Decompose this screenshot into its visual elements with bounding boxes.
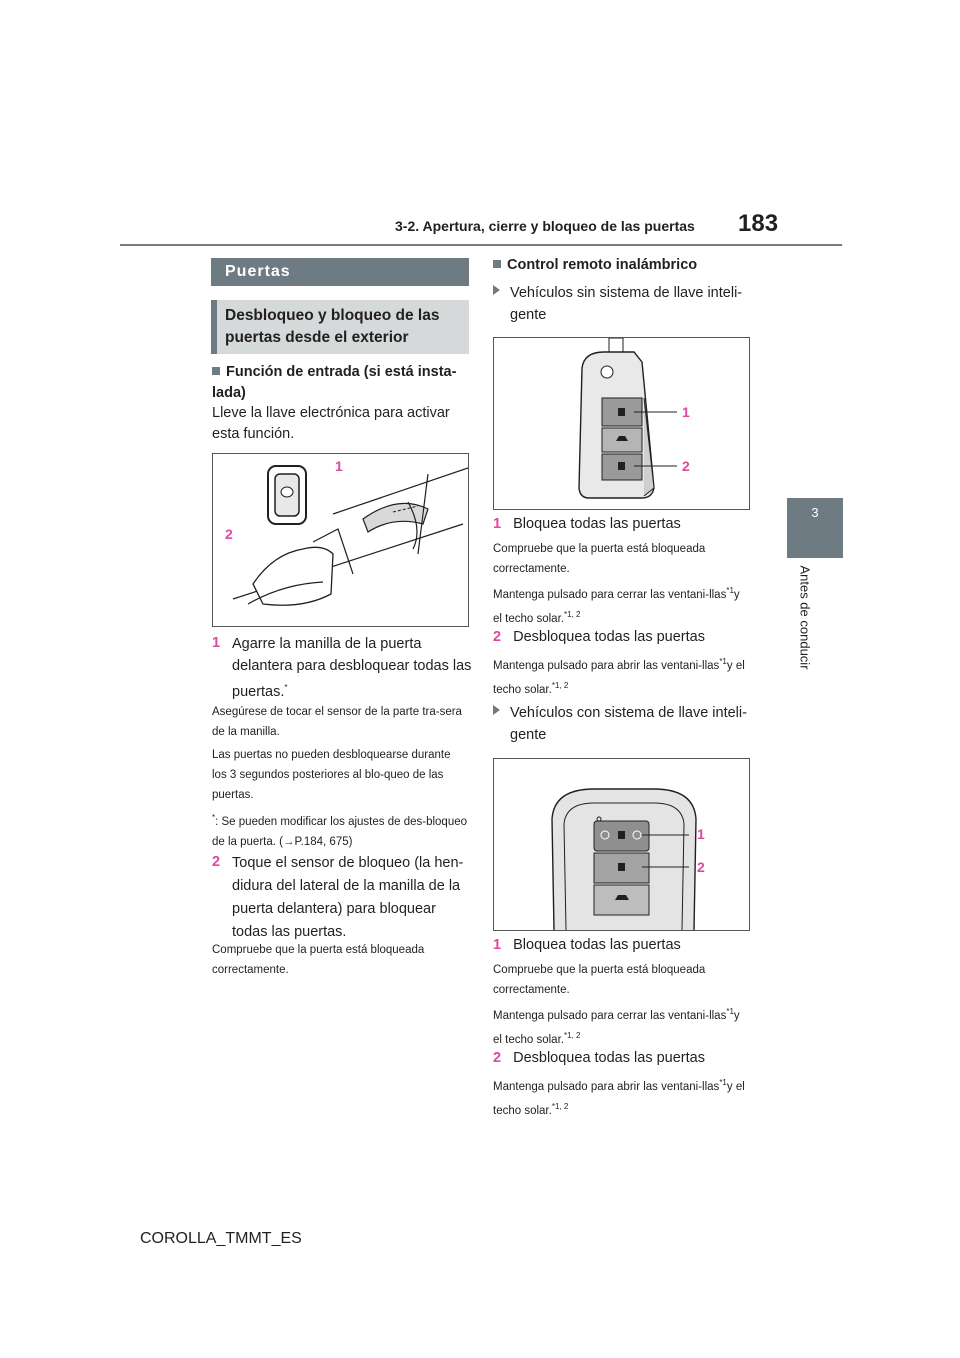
step-1-note-1: Asegúrese de tocar el sensor de la parte tra-sera de la manilla. [212,706,462,738]
triangle-bullet-icon [493,285,500,295]
square-bullet-icon [212,367,220,375]
page-number: 183 [738,210,779,237]
figure-label-2: 2 [225,526,233,542]
figure-label-2: 2 [682,458,690,474]
chapter-section-title: 3-2. Apertura, cierre y bloqueo de las puertas [395,218,695,234]
figure-label-1: 1 [335,458,343,474]
remote-key-figure [493,337,750,510]
step-1: 1 Agarre la manilla de la puerta delantera para desbloquear todas las puertas.* [212,635,472,700]
footnote: *: Se pueden modificar los ajustes de des-bloqueo de la puerta. (→P.184, 675) [212,813,468,848]
chapter-tab: 3 [787,498,843,558]
chapter-tab-label: Antes de conducir [797,565,813,670]
step-1-note-2: Las puertas no pueden desbloquearse durante los 3 segundos posteriores al blo-queo de las puertas. [212,749,451,801]
case-1-lock-note-2: Mantenga pulsado para cerrar las ventani-llas$^{*1}$y el techo solar.$^{*1, 2}$ [493,586,740,625]
case-1-lock-note-1: Compruebe que la puerta está bloqueada correctamente. [493,543,706,575]
feature-title: Función de entrada (si está insta-lada) [212,364,457,401]
hand-on-handle-illustration [213,454,468,626]
folding-key-illustration [494,338,749,509]
case-2-lock-note-2: Mantenga pulsado para cerrar las ventani-llas$^{*1}$y el techo solar.$^{*1, 2}$ [493,1007,740,1046]
square-bullet-icon [493,260,501,268]
case-1-unlock-note: Mantenga pulsado para abrir las ventani-llas$^{*1}$y el techo solar.$^{*1, 2}$ [493,657,745,696]
intro-text: Lleve la llave electrónica para activar esta función. [212,405,450,442]
case-1-title: Vehículos sin sistema de llave inteli-gente [493,282,753,303]
figure-label-2: 2 [697,859,705,875]
section-heading: Puertas [211,258,469,286]
case-2-lock-note-1: Compruebe que la puerta está bloqueada correctamente. [493,964,706,996]
case-2-lock: 1 Bloquea todas las puertas [493,937,681,953]
case-2-unlock-note: Mantenga pulsado para abrir las ventani-llas$^{*1}$y el techo solar.$^{*1, 2}$ [493,1078,745,1117]
subsection-heading: Desbloqueo y bloqueo de las puertas desde el exterior [211,300,469,354]
case-1-lock: 1 Bloquea todas las puertas [493,516,681,532]
case-2-title: Vehículos con sistema de llave inteli-gente [493,702,753,723]
smart-key-illustration [494,759,749,930]
step-2: 2 Toque el sensor de bloqueo (la hen-didura del lateral de la manilla de la puerta delantera) para bloquear todas las puertas. [212,854,464,940]
triangle-bullet-icon [493,705,500,715]
door-handle-figure [212,453,469,627]
case-1-unlock: 2 Desbloquea todas las puertas [493,629,705,645]
figure-label-1: 1 [682,404,690,420]
case-2-unlock: 2 Desbloquea todas las puertas [493,1050,705,1066]
figure-label-1: 1 [697,826,705,842]
step-2-note: Compruebe que la puerta está bloqueada correctamente. [212,944,425,976]
header-rule [120,244,842,246]
document-code: COROLLA_TMMT_ES [140,1230,302,1247]
smart-key-figure [493,758,750,931]
remote-title: Control remoto inalámbrico [493,255,753,276]
